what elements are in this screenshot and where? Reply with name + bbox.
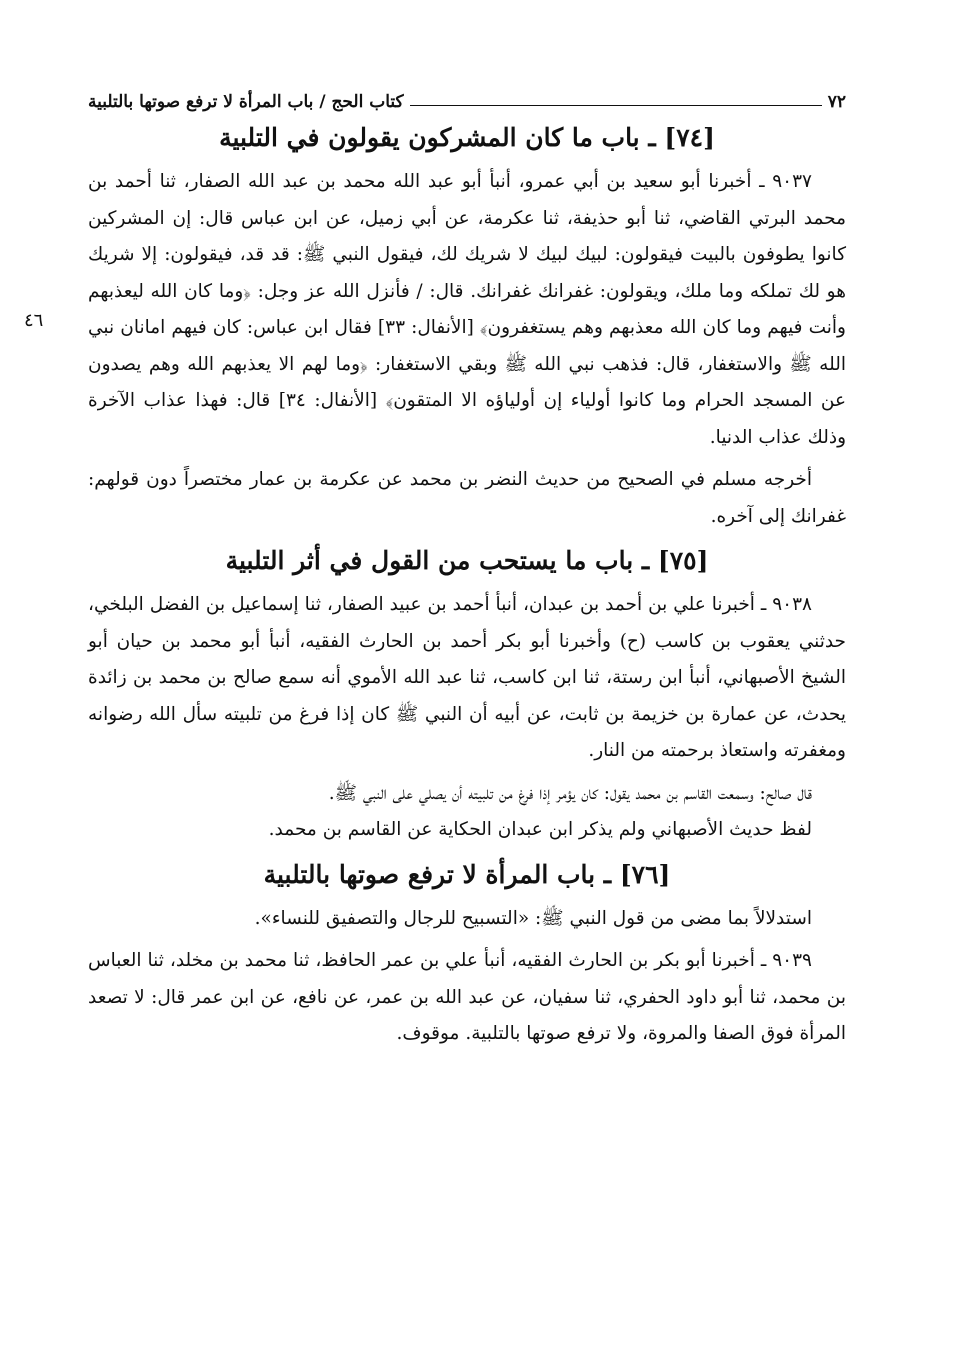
hadith-9038: ٩٠٣٨ ـ أخبرنا علي بن أحمد بن عبدان، أنبأ أحمد بن عبيد الصفار، ثنا إسماعيل بن الفضل البلخي، حدثني يعقوب بن كاسب (ح) وأخبرنا أبو بكر أحمد بن الحارث الفقيه، أنبأ أبو محمد بن حيان أبو الشيخ الأصبهاني، أنبأ ابن رستة، ثنا ابن كاسب، ثنا عبد الله الأموي أنه سمع صالح بن محمد بن زائدة يحدث، عن عمارة بن خزيمة بن ثابت، عن أبيه أن النبي ﷺ كان إذا فرغ من تلبيته سأل الله رضوانه ومغفرته واستعاذ برحمته من النار.	[88, 594, 846, 761]
lafz-note: لفظ حديث الأصبهاني ولم يذكر ابن عبدان الحكاية عن القاسم بن محمد.	[268, 819, 812, 840]
istidlal-note: استدلالاً بما مضى من قول النبي ﷺ: «التسبيح للرجال والتصفيق للنساء».	[254, 907, 812, 929]
margin-note: ٤٦	[24, 310, 44, 331]
running-head	[88, 78, 846, 112]
running-title: كتاب الحج / باب المرأة لا ترفع صوتها بالتلبية	[88, 92, 404, 112]
section-heading-74: [٧٤] ـ باب ما كان المشركون يقولون في التلبية	[219, 123, 715, 152]
section-heading-76: [٧٦] ـ باب المرأة لا ترفع صوتها بالتلبية	[263, 859, 671, 889]
hadith-9039: ٩٠٣٩ ـ أخبرنا أبو بكر بن الحارث الفقيه، أنبأ علي بن عمر الحافظ، ثنا محمد بن مخلد، ثنا العباس بن محمد، ثنا أبو داود الحفري، ثنا سفيان، عن عبد الله بن عمر، عن نافع، عن ابن عمر قال: لا تصعد المرأة فوق الصفا والمروة، ولا ترفع صوتها بالتلبية. موقوف.	[88, 950, 846, 1044]
takhrij-note: أخرجه مسلم في الصحيح من حديث النضر بن محمد عن عكرمة بن عمار مختصراً دون قولهم: غفرانك إلى آخره.	[88, 469, 846, 527]
hadith-9037: ٩٠٣٧ ـ أخبرنا أبو سعيد بن أبي عمرو، أنبأ أبو عبد الله محمد بن عبد الله الصفار، ثنا أحمد بن محمد البرتي القاضي، ثنا أبو حذيفة، ثنا عكرمة، عن أبي زميل، عن ابن عباس قال: إن المشركين كانوا يطوفون بالبيت فيقولون: لبيك لبيك لا شريك لك، فيقول النبي ﷺ: قد قد، فيقولون: إلا شريك هو لك تملكه وما ملك، ويقولون: غفرانك غفرانك. قال: / فأنزل الله عز وجل: ﴿وما كان الله ليعذبهم وأنت فيهم وما كان الله معذبهم وهم يستغفرون﴾ [الأنفال: ٣٣] فقال ابن عباس: كان فيهم امانان نبي الله ﷺ والاستغفار، قال: فذهب نبي الله ﷺ وبقي الاستغفار: ﴿وما لهم الا يعذبهم الله وهم يصدون عن المسجد الحرام وما كانوا أولياء إن أولياؤه الا المتقون﴾ [الأنفال: ٣٤] قال: فهذا عذاب الآخرة وذلك عذاب الدنيا.	[88, 171, 847, 448]
section-heading-75: [٧٥] ـ باب ما يستحب من القول في أثر التلبية	[225, 546, 709, 575]
salih-note: قال صالح: وسمعت القاسم بن محمد يقول: كان يؤمر إذا فرغ من تلبيته أن يصلي على النبي ﷺ.	[328, 782, 812, 804]
header-rule	[410, 105, 822, 106]
page	[24, 78, 847, 1053]
section-74-body	[24, 164, 847, 535]
page-number: ٧٢	[827, 92, 846, 112]
